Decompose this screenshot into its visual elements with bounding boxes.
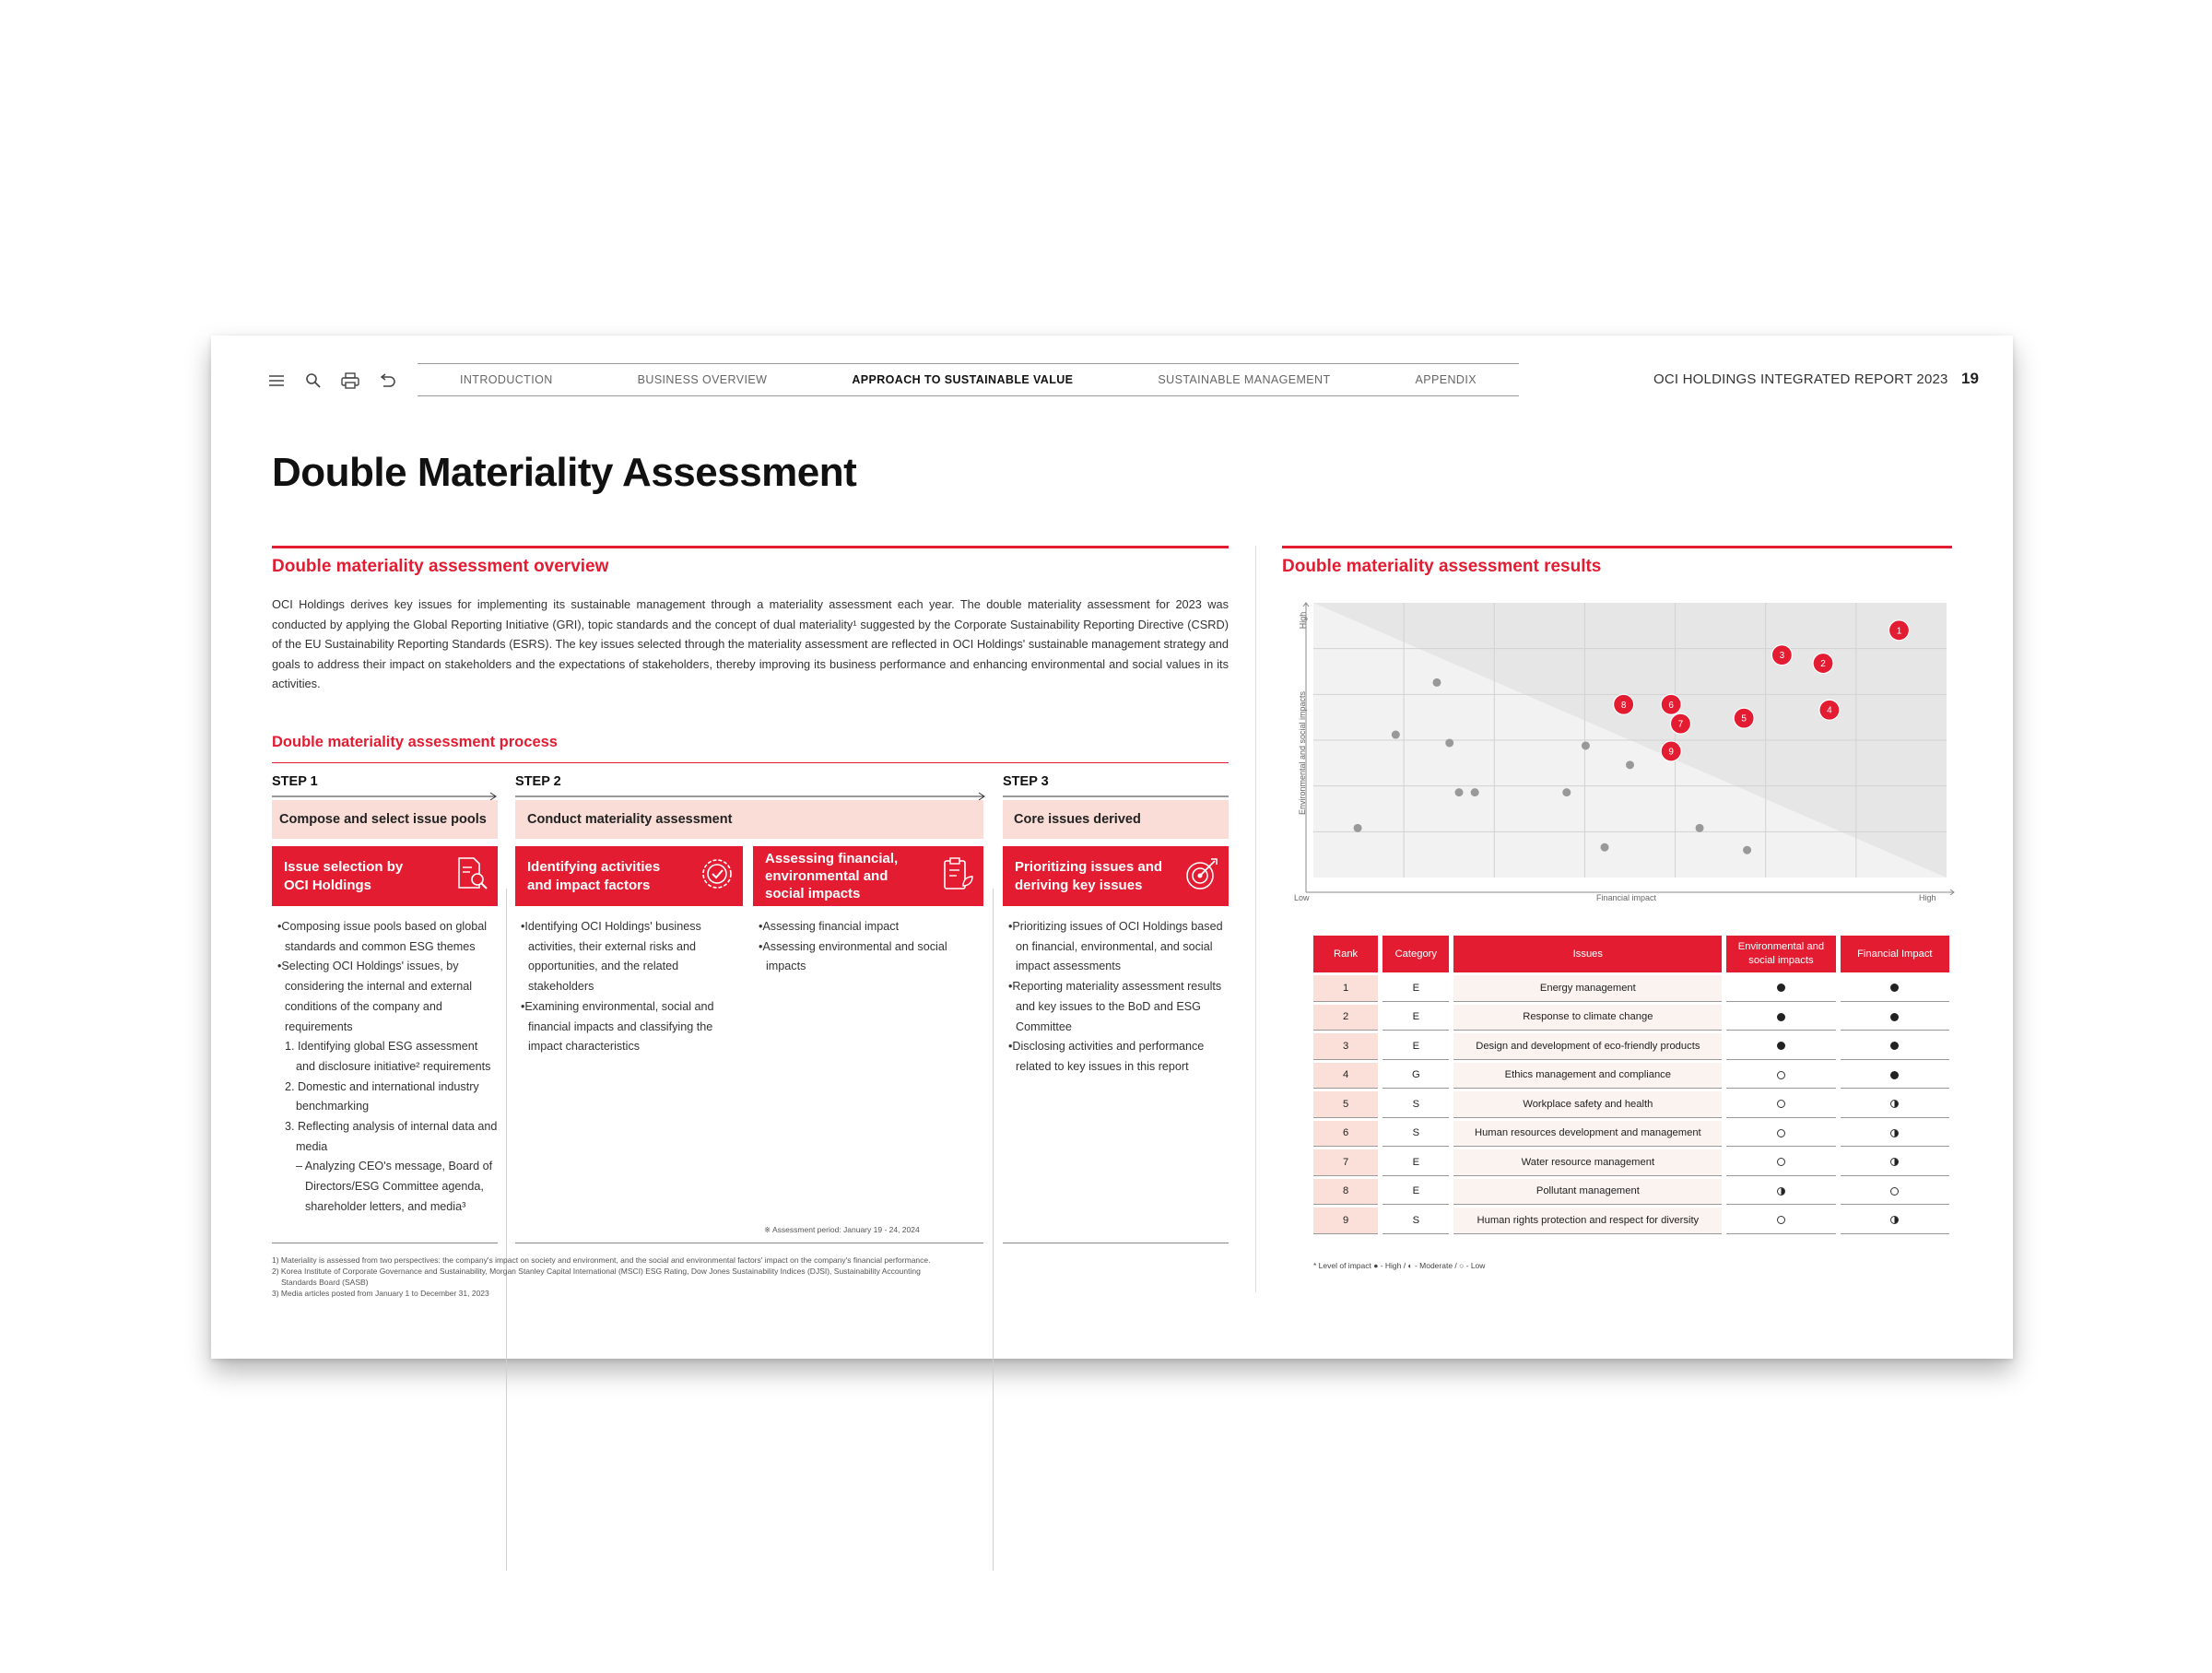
category-cell: E xyxy=(1382,975,1449,1002)
divider-1 xyxy=(506,889,507,1571)
impact-level-moderate-icon xyxy=(1890,1129,1899,1137)
box-2-line-1: Identifying activities xyxy=(527,858,661,875)
issue-point xyxy=(1582,741,1590,749)
issue-point xyxy=(1455,788,1464,796)
table-row xyxy=(1313,1063,1949,1090)
rank-cell: 6 xyxy=(1313,1121,1378,1148)
rank-cell: 1 xyxy=(1313,975,1378,1002)
impact-level-low-icon xyxy=(1777,1100,1785,1108)
issue-cell: Human rights protection and respect for diversity xyxy=(1453,1208,1722,1234)
issue-cell: Workplace safety and health xyxy=(1453,1091,1722,1118)
impact-level-low-icon xyxy=(1777,1129,1785,1137)
toolbar-icons xyxy=(266,371,397,391)
table-row xyxy=(1313,1179,1949,1206)
box-4-line-2: deriving key issues xyxy=(1015,877,1143,893)
issue-point xyxy=(1392,731,1400,739)
document-search-icon xyxy=(455,856,488,897)
env-impact-cell xyxy=(1726,1208,1835,1234)
overview-rule xyxy=(272,546,1229,548)
financial-impact-cell xyxy=(1841,1063,1949,1090)
rank-cell: 7 xyxy=(1313,1149,1378,1176)
impact-legend: * Level of impact ● - High / ◐ - Moderate / ○ - Low xyxy=(1313,1261,1486,1270)
table-row xyxy=(1313,1033,1949,1060)
process-rule xyxy=(272,762,1229,763)
identifying-activities-box xyxy=(515,846,743,906)
overview-text: OCI Holdings derives key issues for implementing its sustainable management through a materiality assessment each year. The double materiality assessment for 2023 was conducted by applying the Global Reporting Initiative (GRI), topic standards and the concept of dual materiality¹ suggested by the Corporate Sustainability Reporting Directive (CSRD) of the EU Sustainability Reporting Standards (ESRS). The key issues selected through the materiality assessment are reflected in OCI Holdings' sustainable management strategy and goals to address their impact on stakeholders and the expectations of stakeholders, thereby improving its business performance and enhancing environmental and social values in its activities. xyxy=(272,597,1229,690)
financial-impact-cell xyxy=(1841,1091,1949,1118)
issue-cell: Response to climate change xyxy=(1453,1005,1722,1031)
impact-level-high-icon xyxy=(1890,984,1899,992)
bullet-item: •Prioritizing issues of OCI Holdings based on financial, environmental, and social impact assessments xyxy=(1008,920,1223,973)
assessing-impacts-box xyxy=(753,846,983,906)
th-issues: Issues xyxy=(1453,936,1722,972)
key-issue-label: 7 xyxy=(1677,719,1684,730)
bullet-item: •Composing issue pools based on global standards and common ESG themes xyxy=(277,920,488,953)
env-impact-cell xyxy=(1726,1005,1835,1031)
issue-point xyxy=(1432,678,1441,687)
impact-level-moderate-icon xyxy=(1890,1100,1899,1108)
box-3-line-3: social impacts xyxy=(765,886,861,901)
step-1-bar: Compose and select issue pools xyxy=(272,800,498,839)
category-cell: E xyxy=(1382,1033,1449,1060)
financial-impact-cell xyxy=(1841,1208,1949,1234)
financial-impact-cell xyxy=(1841,1179,1949,1206)
key-issue-label: 6 xyxy=(1668,700,1674,711)
print-icon[interactable] xyxy=(340,371,360,391)
nav-approach-to-sustainable-value[interactable]: APPROACH TO SUSTAINABLE VALUE xyxy=(852,373,1074,386)
issue-cell: Ethics management and compliance xyxy=(1453,1063,1722,1090)
rank-cell: 9 xyxy=(1313,1208,1378,1234)
x-axis-low: Low xyxy=(1294,893,1310,902)
env-impact-cell xyxy=(1726,975,1835,1002)
bullet-item: 3. Reflecting analysis of internal data and media xyxy=(285,1120,498,1153)
section-nav xyxy=(418,363,1519,396)
bullet-item: •Assessing financial impact xyxy=(759,920,900,933)
issue-point xyxy=(1562,788,1571,796)
th-env-social: Environmental and social impacts xyxy=(1726,936,1835,972)
th-category: Category xyxy=(1382,936,1449,972)
financial-impact-cell xyxy=(1841,1149,1949,1176)
materiality-table xyxy=(1309,933,1954,1237)
search-icon[interactable] xyxy=(303,371,324,391)
financial-impact-cell xyxy=(1841,975,1949,1002)
table-row xyxy=(1313,1208,1949,1234)
check-badge-icon xyxy=(700,857,734,896)
category-cell: S xyxy=(1382,1208,1449,1234)
impact-level-low-icon xyxy=(1890,1187,1899,1196)
impact-level-high-icon xyxy=(1890,1042,1899,1050)
box-3-line-2: environmental and xyxy=(765,868,888,884)
x-axis-label: Financial impact xyxy=(1596,893,1657,902)
nav-appendix[interactable]: APPENDIX xyxy=(1415,373,1477,386)
step-3-label: STEP 3 xyxy=(1003,774,1049,789)
bullet-item: •Assessing environmental and social impacts xyxy=(759,939,947,973)
target-icon xyxy=(1184,856,1219,897)
divider-2 xyxy=(993,889,994,1571)
bullet-item: •Examining environmental, social and financial impacts and classifying the impact characteristics xyxy=(521,999,714,1054)
env-impact-cell xyxy=(1726,1063,1835,1090)
issue-cell: Pollutant management xyxy=(1453,1179,1722,1206)
report-title: OCI HOLDINGS INTEGRATED REPORT 2023 xyxy=(1653,371,1948,387)
footnotes xyxy=(272,1255,1000,1299)
nav-business-overview[interactable]: BUSINESS OVERVIEW xyxy=(637,373,768,386)
box-2-line-2: and impact factors xyxy=(527,877,651,893)
table-row xyxy=(1313,1005,1949,1031)
footnote-3: 3) Media articles posted from January 1 to December 31, 2023 xyxy=(272,1289,489,1298)
impact-level-high-icon xyxy=(1777,1013,1785,1021)
step-3-bar: Core issues derived xyxy=(1003,800,1229,839)
bullet-item: – Analyzing CEO's message, Board of Directors/ESG Committee agenda, shareholder letters, and media³ xyxy=(296,1160,493,1213)
box-1-line-2: OCI Holdings xyxy=(284,877,371,893)
box-3-line-1: Assessing financial, xyxy=(765,851,899,866)
table-row xyxy=(1313,1121,1949,1148)
table-row xyxy=(1313,975,1949,1002)
rank-cell: 2 xyxy=(1313,1005,1378,1031)
bullet-item: 1. Identifying global ESG assessment and disclosure initiative² requirements xyxy=(285,1040,491,1073)
rank-cell: 8 xyxy=(1313,1179,1378,1206)
env-impact-cell xyxy=(1726,1149,1835,1176)
materiality-matrix xyxy=(1291,594,1955,898)
assessment-period: ※ Assessment period: January 19 - 24, 2024 xyxy=(764,1225,920,1234)
issue-cell: Energy management xyxy=(1453,975,1722,1002)
nav-introduction[interactable]: INTRODUCTION xyxy=(460,373,553,386)
key-issue-label: 3 xyxy=(1779,651,1785,662)
env-impact-cell xyxy=(1726,1091,1835,1118)
footnote-2-cont: Standards Board (SASB) xyxy=(281,1278,369,1287)
bullet-item: •Disclosing activities and performance related to key issues in this report xyxy=(1008,1040,1205,1073)
issue-selection-box xyxy=(272,846,498,906)
bullet-item: •Reporting materiality assessment results and key issues to the BoD and ESG Committee xyxy=(1008,980,1222,1033)
issue-point xyxy=(1626,760,1634,769)
impact-level-high-icon xyxy=(1890,1071,1899,1079)
y-axis-high: High xyxy=(1298,611,1308,630)
overview-heading: Double materiality assessment overview xyxy=(272,557,609,576)
results-rule xyxy=(1282,546,1952,548)
bullet-item: 2. Domestic and international industry benchmarking xyxy=(285,1079,479,1113)
rank-cell: 4 xyxy=(1313,1063,1378,1090)
env-impact-cell xyxy=(1726,1033,1835,1060)
category-cell: E xyxy=(1382,1005,1449,1031)
env-impact-cell xyxy=(1726,1121,1835,1148)
table-row xyxy=(1313,1149,1949,1176)
box-4-line-1: Prioritizing issues and xyxy=(1015,858,1163,875)
issue-point xyxy=(1445,738,1453,747)
key-issue-label: 5 xyxy=(1741,713,1747,725)
key-issue-label: 1 xyxy=(1896,626,1902,637)
bullet-item: •Selecting OCI Holdings' issues, by considering the internal and external conditions of the company and requirements xyxy=(277,960,473,1033)
impact-level-low-icon xyxy=(1777,1216,1785,1224)
step-1-bullets xyxy=(276,917,498,1218)
category-cell: E xyxy=(1382,1179,1449,1206)
key-issue-label: 4 xyxy=(1827,705,1832,716)
step-2-bar: Conduct materiality assessment xyxy=(515,800,983,839)
process-heading: Double materiality assessment process xyxy=(272,734,558,750)
table-row xyxy=(1313,1091,1949,1118)
issue-cell: Water resource management xyxy=(1453,1149,1722,1176)
box-1-line-1: Issue selection by xyxy=(284,858,404,875)
y-axis-label: Environmental and social impacts xyxy=(1298,690,1308,816)
impact-level-low-icon xyxy=(1777,1071,1785,1079)
issue-point xyxy=(1743,846,1751,854)
step-2-label: STEP 2 xyxy=(515,774,561,789)
x-axis-high: High xyxy=(1919,893,1936,902)
category-cell: S xyxy=(1382,1091,1449,1118)
key-issue-label: 2 xyxy=(1820,659,1826,670)
issue-point xyxy=(1696,824,1704,832)
page-title: Double Materiality Assessment xyxy=(272,450,857,495)
impact-level-high-icon xyxy=(1777,1042,1785,1050)
bullet-item: •Identifying OCI Holdings' business activities, their external risks and opportunities, and the related stakeholders xyxy=(521,920,701,994)
issue-point xyxy=(1601,843,1609,852)
financial-impact-cell xyxy=(1841,1121,1949,1148)
step-2-impacts-bullets xyxy=(757,917,983,977)
center-divider xyxy=(1255,546,1256,1292)
env-impact-cell xyxy=(1726,1179,1835,1206)
results-heading: Double materiality assessment results xyxy=(1282,557,1602,576)
financial-impact-cell xyxy=(1841,1005,1949,1031)
clipboard-leaf-icon xyxy=(941,856,974,896)
category-cell: S xyxy=(1382,1121,1449,1148)
back-icon[interactable] xyxy=(377,371,397,391)
report-page xyxy=(211,336,2013,1359)
step-3-bullets xyxy=(1006,917,1229,1078)
nav-sustainable-management[interactable]: SUSTAINABLE MANAGEMENT xyxy=(1158,373,1331,386)
footnote-1: 1) Materiality is assessed from two perspectives: the company's impact on society and environment, and the social and environmental factors' impact on the company's financial performance. xyxy=(272,1255,931,1265)
footnote-2: 2) Korea Institute of Corporate Governance and Sustainability, Morgan Stanley Capital International (MSCI) ESG Rating, Dow Jones Sustainability Indices (DJSI), Sustainability Accounting xyxy=(272,1267,921,1276)
impact-level-moderate-icon xyxy=(1890,1158,1899,1166)
issue-cell: Human resources development and management xyxy=(1453,1121,1722,1148)
category-cell: E xyxy=(1382,1149,1449,1176)
key-issue-label: 9 xyxy=(1668,747,1674,758)
step-1-label: STEP 1 xyxy=(272,774,318,789)
issue-cell: Design and development of eco-friendly products xyxy=(1453,1033,1722,1060)
key-issue-label: 8 xyxy=(1620,700,1627,711)
rank-cell: 5 xyxy=(1313,1091,1378,1118)
y-high-wrap xyxy=(1296,607,1309,634)
category-cell: G xyxy=(1382,1063,1449,1090)
impact-level-high-icon xyxy=(1890,1013,1899,1021)
impact-level-moderate-icon xyxy=(1890,1216,1899,1224)
menu-icon[interactable] xyxy=(266,371,287,391)
rank-cell: 3 xyxy=(1313,1033,1378,1060)
prioritizing-issues-box xyxy=(1003,846,1229,906)
financial-impact-cell xyxy=(1841,1033,1949,1060)
issue-point xyxy=(1471,788,1479,796)
th-financial: Financial Impact xyxy=(1841,936,1949,972)
issue-point xyxy=(1354,824,1362,832)
y-axis-label-wrap xyxy=(1296,638,1309,868)
step-2-activities-bullets xyxy=(519,917,743,1057)
impact-level-low-icon xyxy=(1777,1158,1785,1166)
page-number: 19 xyxy=(1961,370,1979,387)
th-rank: Rank xyxy=(1313,936,1378,972)
impact-level-high-icon xyxy=(1777,984,1785,992)
impact-level-moderate-icon xyxy=(1777,1187,1785,1196)
